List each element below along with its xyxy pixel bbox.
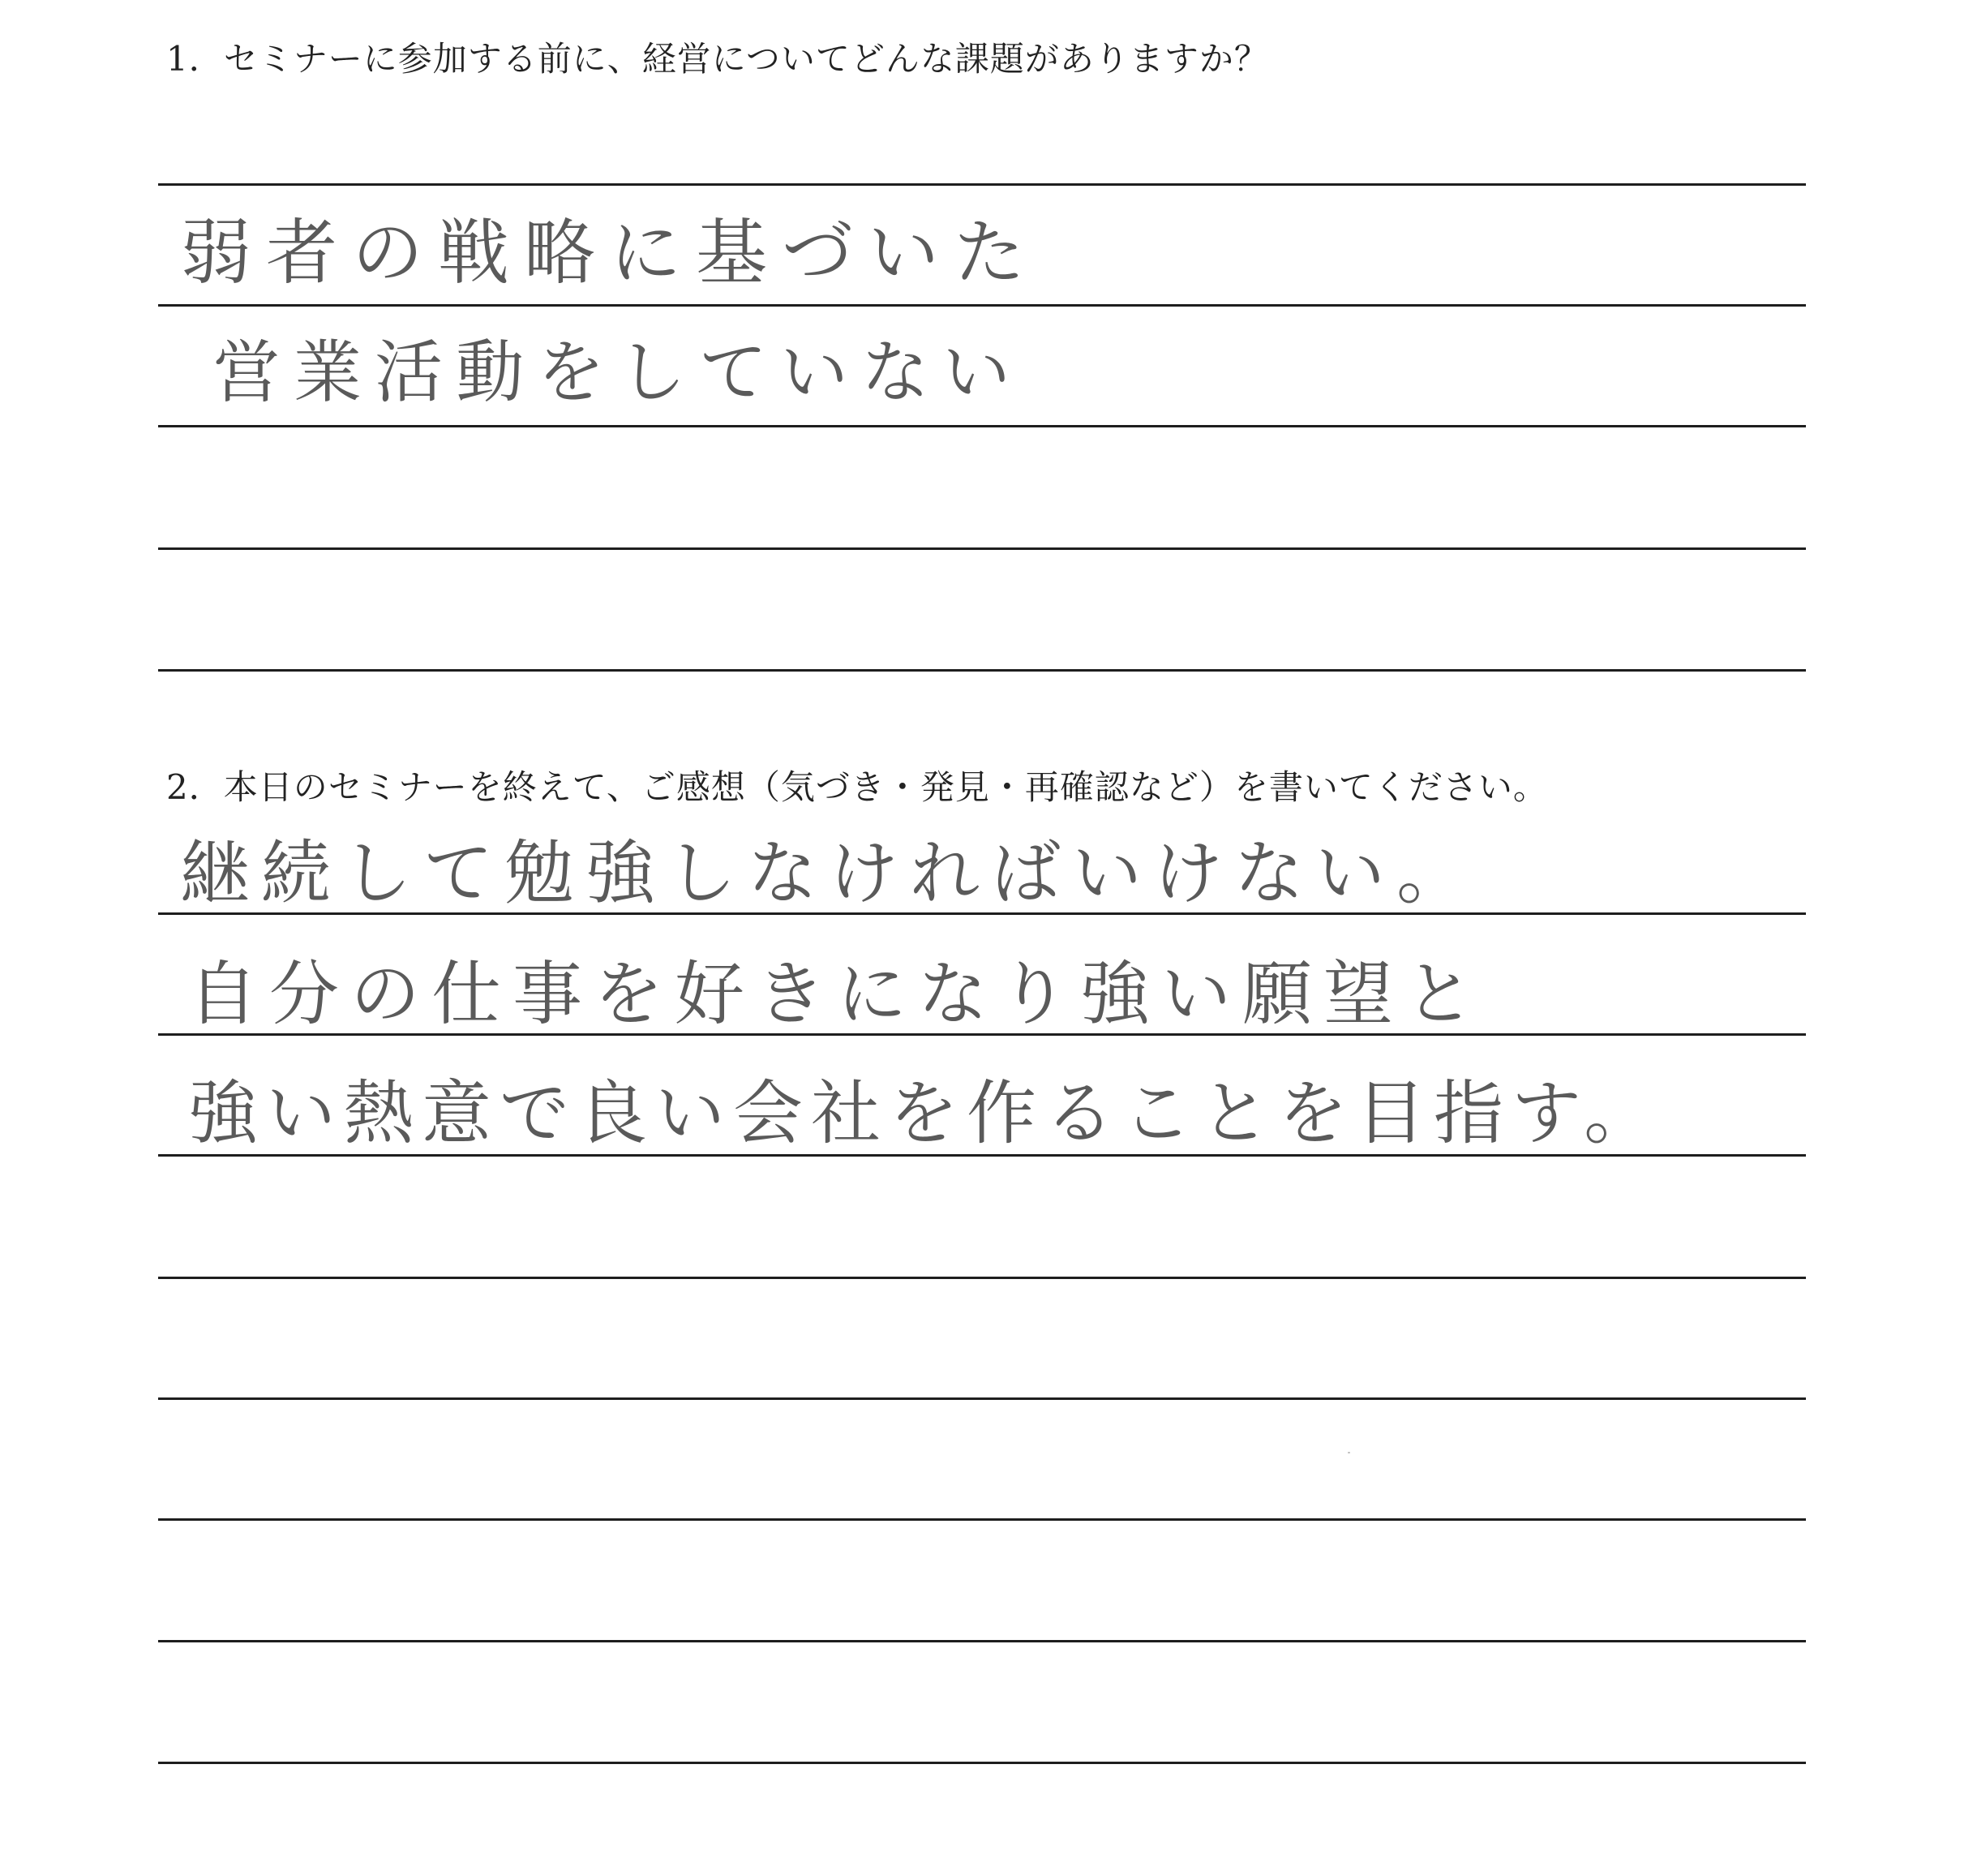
ruled-line (158, 1033, 1806, 1036)
ruled-line (158, 669, 1806, 672)
ruled-line (158, 1762, 1806, 1764)
question-1: 1．セミナーに参加する前に、経営についてどんな課題がありますか？ (166, 39, 1269, 79)
ruled-line (158, 1277, 1806, 1279)
answer-1-line-2: 営業活動をしていない (212, 333, 1024, 412)
paper-speck (1348, 1452, 1350, 1453)
answer-2-line-3: 強い熱意で良い会社を作ることを目指す。 (188, 1073, 1662, 1154)
answer-1-line-1: 弱者の戦略に基づいた (180, 211, 1040, 294)
answer-2-line-1: 継続して勉強しなければいけない。 (180, 833, 1477, 914)
ruled-line (158, 183, 1806, 186)
ruled-line (158, 547, 1806, 550)
answer-2-line-2: 自分の仕事を好きになり強い願望と (188, 954, 1486, 1035)
ruled-line (158, 304, 1806, 307)
ruled-line (158, 912, 1806, 915)
question-2: 2．本日のセミナーを終えて、ご感想（気づき・発見・再確認など）を書いてください。 (166, 767, 1548, 807)
ruled-line (158, 1640, 1806, 1642)
ruled-line (158, 1518, 1806, 1521)
ruled-line (158, 1154, 1806, 1157)
ruled-line (158, 425, 1806, 427)
ruled-line (158, 1397, 1806, 1400)
